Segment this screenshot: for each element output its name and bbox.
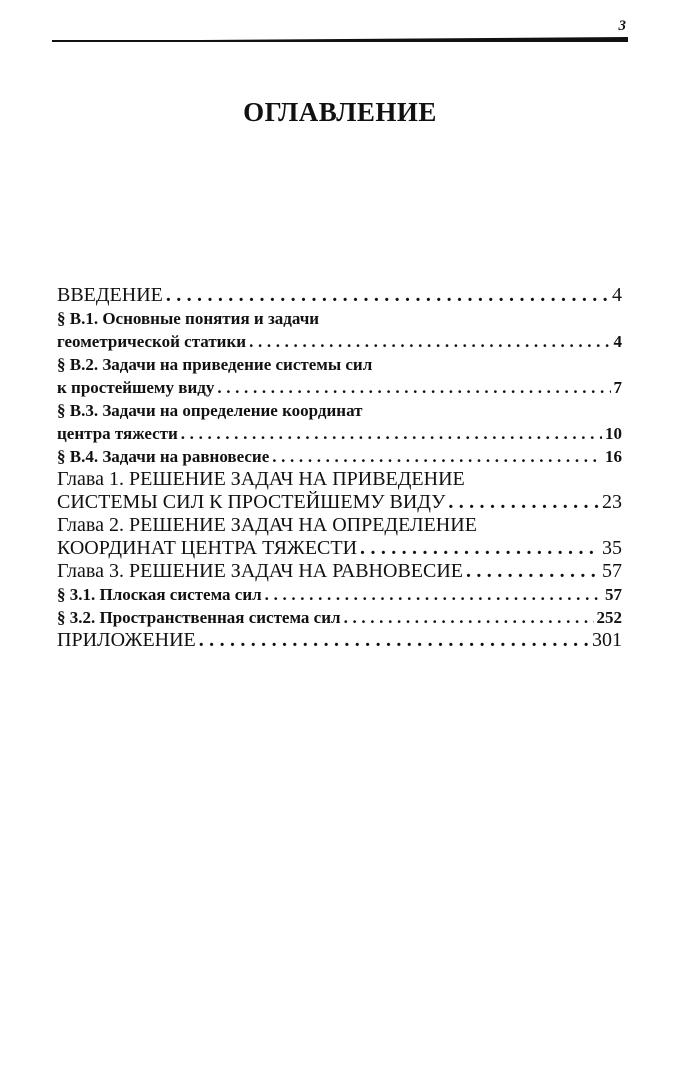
dot-leader — [265, 583, 602, 606]
toc-entry-text: § 3.2. Пространственная система сил — [57, 608, 341, 627]
dot-leader — [199, 629, 589, 652]
toc-entry-chapter2-line1 — [57, 514, 622, 537]
toc-entry-text: § В.2. Задачи на приведение системы сил — [57, 355, 373, 374]
toc-entry-page: 57 — [602, 560, 622, 582]
toc-entry-chapter3 — [57, 560, 622, 583]
toc-entry-page: 16 — [605, 447, 622, 466]
toc-entry-b1-line2 — [57, 330, 622, 353]
dot-leader — [166, 284, 609, 307]
page-number: 3 — [618, 18, 626, 34]
toc-entry-b2-line2 — [57, 376, 622, 399]
toc-entry-page: 35 — [602, 537, 622, 559]
toc-entry-page: 4 — [613, 332, 622, 351]
dot-leader — [249, 330, 610, 353]
toc-entry-text: § В.1. Основные понятия и задачи — [57, 309, 320, 328]
toc-entry-text: геометрической статики — [57, 332, 247, 351]
toc-entry-text: Глава 2. РЕШЕНИЕ ЗАДАЧ НА ОПРЕДЕЛЕНИЕ — [57, 514, 477, 536]
toc-entry-3-1 — [57, 583, 622, 606]
toc-entry-b1-line1 — [57, 307, 622, 330]
dot-leader — [272, 445, 602, 468]
toc-entry-text: к простейшему виду — [57, 378, 215, 397]
toc-entry-text: Глава 3. РЕШЕНИЕ ЗАДАЧ НА РАВНОВЕСИЕ — [57, 560, 463, 582]
toc-entry-b4 — [57, 445, 622, 468]
toc-entry-text: центра тяжести — [57, 424, 178, 443]
toc-entry-text: Глава 1. РЕШЕНИЕ ЗАДАЧ НА ПРИВЕДЕНИЕ — [57, 468, 465, 490]
toc-entry-page: 301 — [592, 629, 622, 651]
toc-entry-text: § В.4. Задачи на равновесие — [57, 447, 270, 466]
toc-entry-text: ВВЕДЕНИЕ — [57, 284, 163, 306]
toc-entry-3-2 — [57, 606, 622, 629]
toc-entry-text: ПРИЛОЖЕНИЕ — [57, 629, 196, 651]
dot-leader — [344, 606, 594, 629]
toc-entry-appendix — [57, 629, 622, 652]
dot-leader — [448, 491, 599, 514]
toc-entry-chapter1-line1 — [57, 468, 622, 491]
toc-entry-chapter2-line2 — [57, 537, 622, 560]
page-title: ОГЛАВЛЕНИЕ — [243, 97, 437, 127]
dot-leader — [466, 560, 599, 583]
toc-entry-page: 10 — [605, 424, 622, 443]
toc-entry-b2-line1 — [57, 353, 622, 376]
dot-leader — [360, 537, 599, 560]
toc-entry-page: 252 — [596, 608, 622, 627]
toc-entry-page: 7 — [613, 378, 622, 397]
dot-leader — [181, 422, 602, 445]
toc-entry-page: 4 — [612, 284, 622, 306]
toc-entry-page: 23 — [602, 491, 622, 513]
toc-entry-introduction — [57, 284, 622, 307]
toc-entry-text: § В.3. Задачи на определение координат — [57, 401, 363, 420]
toc-entry-b3-line2 — [57, 422, 622, 445]
toc-entry-text: § 3.1. Плоская система сил — [57, 585, 262, 604]
dot-leader — [217, 376, 610, 399]
table-of-contents — [57, 284, 622, 652]
toc-entry-b3-line1 — [57, 399, 622, 422]
toc-entry-text: КООРДИНАТ ЦЕНТРА ТЯЖЕСТИ — [57, 537, 358, 559]
toc-entry-chapter1-line2 — [57, 491, 622, 514]
header-rule-base — [52, 40, 628, 42]
toc-entry-text: СИСТЕМЫ СИЛ К ПРОСТЕЙШЕМУ ВИДУ — [57, 491, 446, 513]
toc-entry-page: 57 — [605, 585, 622, 604]
